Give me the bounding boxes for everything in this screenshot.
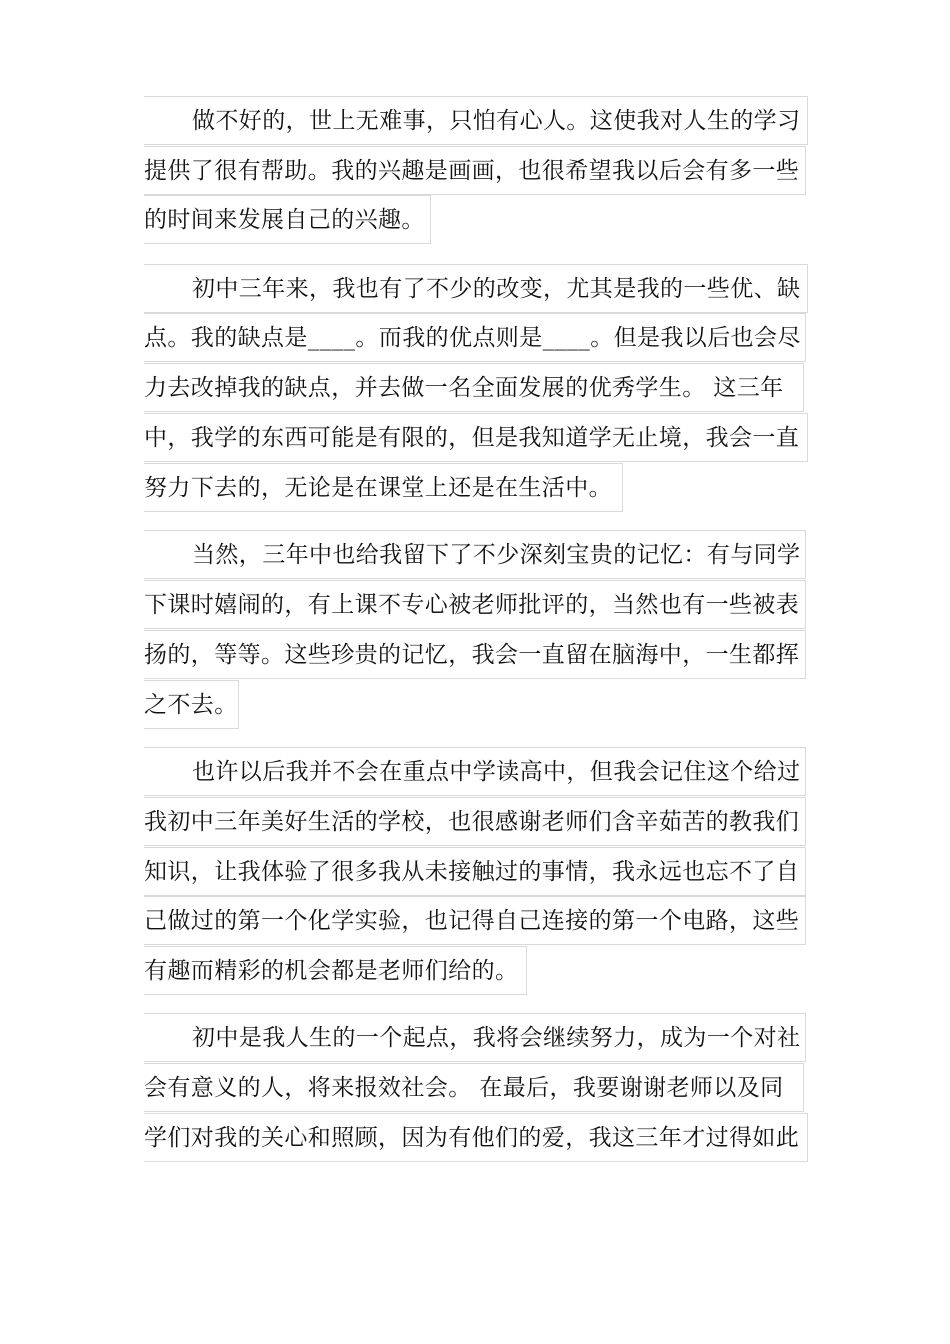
paragraph-4-line-2: 我初中三年美好生活的学校，也很感谢老师们含辛茹苦的教我们 <box>144 797 806 846</box>
paragraph-3-line-1: 当然，三年中也给我留下了不少深刻宝贵的记忆：有与同学 <box>144 530 806 579</box>
paragraph-5-line-2: 会有意义的人，将来报效社会。 在最后，我要谢谢老师以及同 <box>144 1063 804 1112</box>
paragraph-2-line-4: 中，我学的东西可能是有限的，但是我知道学无止境，我会一直 <box>144 413 808 462</box>
paragraph-5-line-1: 初中是我人生的一个起点，我将会继续努力，成为一个对社 <box>144 1013 806 1062</box>
paragraph-2-line-2: 点。我的缺点是____。而我的优点则是____。但是我以后也会尽 <box>144 313 806 362</box>
paragraph-1-line-2: 提供了很有帮助。我的兴趣是画画，也很希望我以后会有多一些 <box>144 146 806 195</box>
paragraph-2-line-1: 初中三年来，我也有了不少的改变，尤其是我的一些优、缺 <box>144 264 808 313</box>
paragraph-1-line-1: 做不好的，世上无难事，只怕有心人。这使我对人生的学习 <box>144 96 808 145</box>
paragraph-3-line-4: 之不去。 <box>144 680 239 729</box>
paragraph-2-line-3: 力去改掉我的缺点，并去做一名全面发展的优秀学生。 这三年 <box>144 363 804 412</box>
paragraph-4-line-5: 有趣而精彩的机会都是老师们给的。 <box>144 946 527 995</box>
paragraph-4-line-4: 己做过的第一个化学实验，也记得自己连接的第一个电路，这些 <box>144 896 806 945</box>
paragraph-4-line-3: 知识，让我体验了很多我从未接触过的事情，我永远也忘不了自 <box>144 847 806 896</box>
paragraph-3-line-3: 扬的，等等。这些珍贵的记忆，我会一直留在脑海中，一生都挥 <box>144 630 806 679</box>
paragraph-3-line-2: 下课时嬉闹的，有上课不专心被老师批评的，当然也有一些被表 <box>144 580 806 629</box>
paragraph-2-line-5: 努力下去的，无论是在课堂上还是在生活中。 <box>144 463 623 512</box>
paragraph-1-line-3: 的时间来发展自己的兴趣。 <box>144 195 431 244</box>
paragraph-5-line-3: 学们对我的关心和照顾，因为有他们的爱，我这三年才过得如此 <box>144 1113 808 1162</box>
paragraph-4-line-1: 也许以后我并不会在重点中学读高中，但我会记住这个给过 <box>144 747 806 796</box>
